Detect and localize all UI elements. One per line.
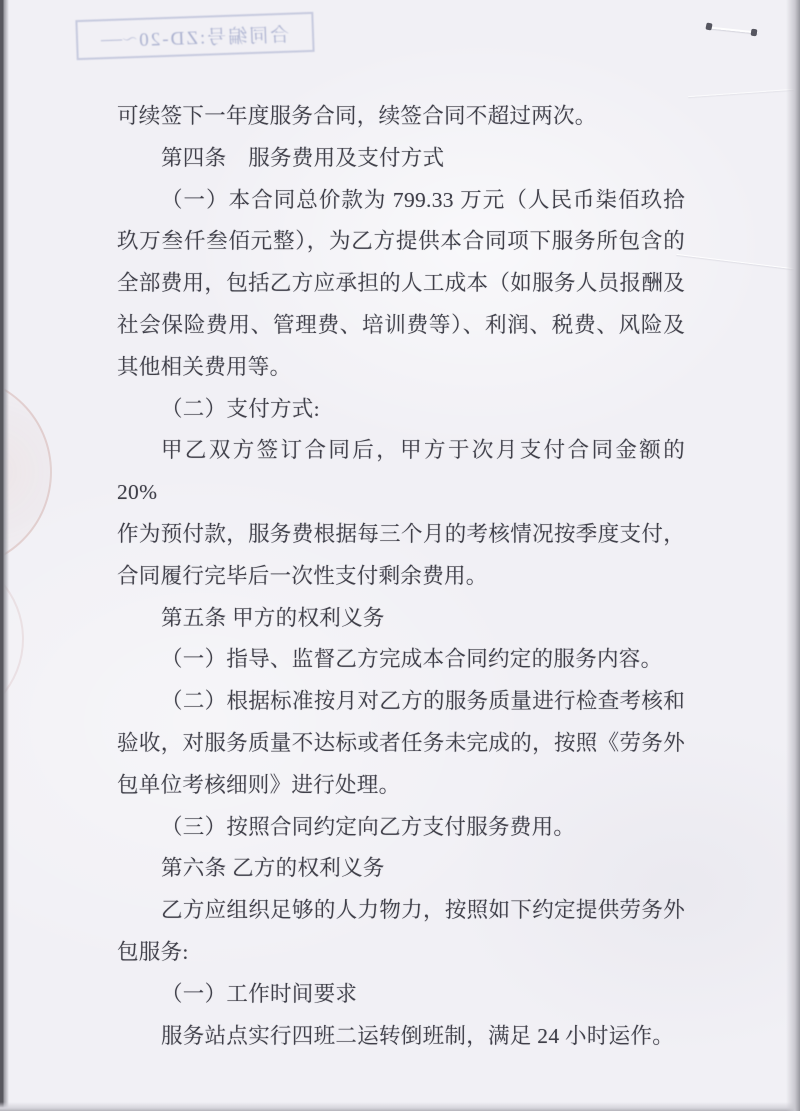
text-line: 可续签下一年度服务合同，续签合同不超过两次。 (117, 104, 597, 128)
text-line: 作为预付款，服务费根据每三个月的考核情况按季度支付， (117, 521, 685, 546)
text-line: 合同履行完毕后一次性支付剩余费用。 (117, 563, 488, 588)
text-line: 第六条 乙方的权利义务 (161, 856, 385, 881)
text-line: 甲乙双方签订合同后，甲方于次月支付合同金额的 20% (117, 438, 685, 505)
text-line: 第五条 甲方的权利义务 (161, 605, 385, 630)
staple-dot-right (751, 29, 758, 37)
text-line: 包单位考核细则》进行处理。 (117, 772, 401, 797)
text-line: （二）支付方式: (161, 396, 320, 421)
page-edge-bottom (0, 1102, 800, 1111)
text-line: （二）根据标准按月对乙方的服务质量进行检查考核和 (161, 689, 685, 714)
text-line: （一）本合同总价款为 799.33 万元（人民币柒佰玖拾 (161, 187, 685, 212)
text-line: （一）指导、监督乙方完成本合同约定的服务内容。 (161, 647, 663, 672)
text-line: 其他相关费用等。 (117, 354, 292, 379)
text-line: 验收，对服务质量不达标或者任务未完成的，按照《劳务外 (117, 730, 685, 755)
contract-number-stamp (75, 12, 314, 60)
paper-crease-upper (688, 88, 800, 97)
text-line: 第四条 服务费用及支付方式 (161, 145, 445, 170)
text-line: 社会保险费用、管理费、培训费等）、利润、税费、风险及 (117, 312, 685, 337)
paper-crease (676, 254, 800, 271)
text-line: 玖万叁仟叁佰元整），为乙方提供本合同项下服务所包含的 (117, 229, 685, 254)
text-line: （三）按照合同约定向乙方支付服务费用。 (161, 814, 576, 839)
contract-number-stamp-text: 合同编号:ZD-20 (136, 24, 290, 51)
text-line: （一）工作时间要求 (161, 981, 358, 1006)
text-line: 乙方应组织足够的人力物力，按照如下约定提供劳务外 (161, 898, 685, 923)
page-edge-right (786, 0, 800, 1111)
text-line: 包服务: (117, 939, 189, 964)
stamp-handwriting: 〜── (100, 31, 138, 49)
staple-dot-left (705, 22, 712, 30)
contract-body (117, 96, 685, 1057)
text-line: 服务站点实行四班二运转倒班制，满足 24 小时运作。 (161, 1023, 675, 1048)
page-edge-left (0, 0, 9, 1111)
text-line: 全部费用，包括乙方应承担的人工成本（如服务人员报酬及 (117, 271, 685, 296)
